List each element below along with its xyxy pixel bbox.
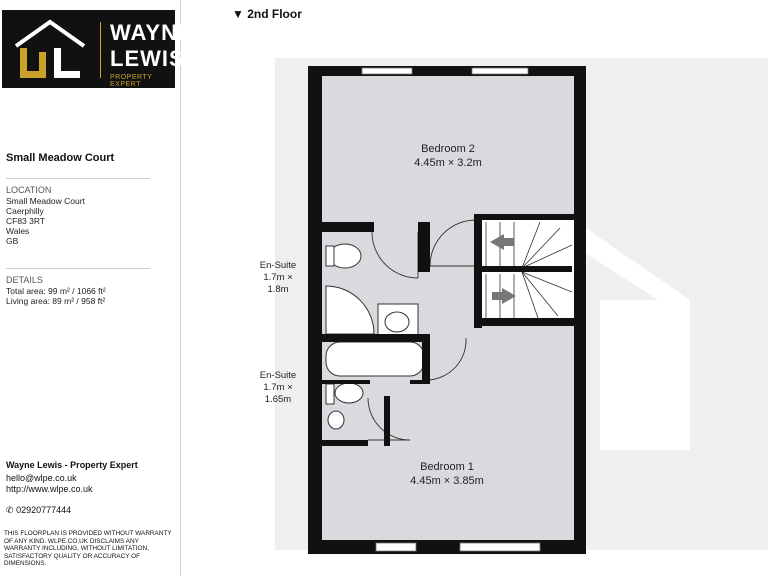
phone-number: 02920777444 [16,505,72,515]
brand-name-line2: LEWIS [110,46,185,71]
location-line: GB [6,236,19,246]
location-line: Small Meadow Court [6,196,85,206]
room-size-en-suite-1: 1.7m × [263,272,293,283]
room-name-en-suite-1: En-Suite [259,260,297,271]
stair-landing-wall [480,266,572,272]
contact-email-link[interactable]: hello@wlpe.co.uk [6,473,77,483]
total-area: Total area: 99 m² / 1066 ft² [6,286,106,296]
contact-name: Wayne Lewis - Property Expert [6,460,138,470]
disclaimer-text: THIS FLOORPLAN IS PROVIDED WITHOUT WARRANTY OF ANY KIND. WLPE.CO.UK DISCLAIMS ANY WARRANTY INCLUDING, WITHOUT LIMITATION, SATISFACTORY QUALITY OR ACCURACY OF DIMENSIONS. [4,530,172,567]
contact-website-link[interactable]: http://www.wlpe.co.uk [6,484,93,494]
basin-icon [328,411,344,429]
room-size-bedroom-1: 4.45m × 3.85m [410,475,484,487]
brand-tagline: PROPERTY EXPERT [110,74,153,88]
living-area: Living area: 89 m² / 958 ft² [6,296,106,306]
location-line: CF83 3RT [6,216,46,226]
room-name-en-suite-2: En-Suite [259,370,297,381]
room-size-en-suite-2: 1.7m × [263,382,293,393]
room-name-bedroom-2: Bedroom 2 [421,143,475,155]
toilet-icon [335,383,363,403]
property-title: Small Meadow Court [6,152,115,164]
watermark-chimney [600,300,690,450]
location-label: LOCATION [6,185,52,195]
room-size-en-suite-1: 1.8m [267,284,289,295]
location-line: Caerphilly [6,206,44,216]
room-size-en-suite-2: 1.65m [264,394,292,405]
brand-name-line1: WAYNE [110,20,194,45]
room-name-bedroom-1: Bedroom 1 [420,461,474,473]
room-size-bedroom-2: 4.45m × 3.2m [414,157,482,169]
bathtub-icon [326,342,424,376]
floor-title: ▼ 2nd Floor [232,7,302,21]
phone-icon: ✆ [6,505,14,515]
details-label: DETAILS [6,275,43,285]
location-line: Wales [6,226,30,236]
